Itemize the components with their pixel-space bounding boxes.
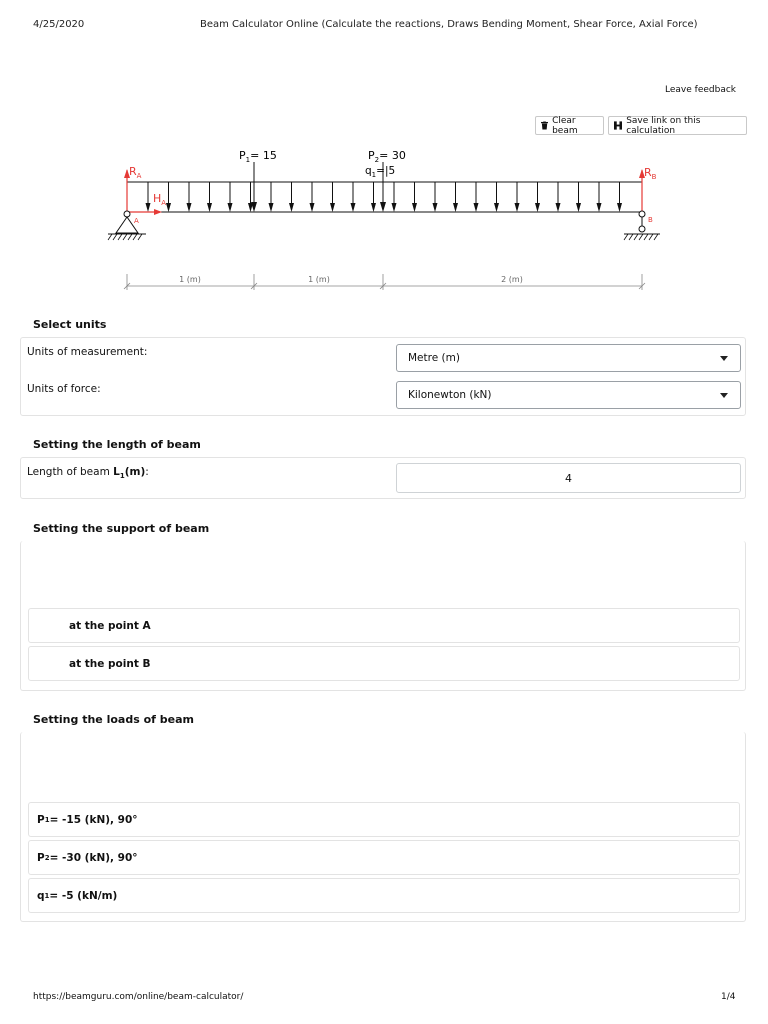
q-load-arrowhead [392, 203, 397, 212]
clear-beam-label: Clear beam [552, 115, 578, 136]
q1-label: $q_1=|5$ [365, 165, 396, 179]
chevron-down-icon [720, 393, 728, 398]
chevron-down-icon [720, 356, 728, 361]
q-load-arrowhead [453, 203, 458, 212]
print-title: Beam Calculator Online (Calculate the reactions, Draws Bending Moment, Shear Force, Axial Force) [200, 19, 698, 30]
units-measurement-label: Units of measurement: [27, 346, 148, 358]
q-load-arrowhead [576, 203, 581, 212]
length-label: Length of beam $L_1(m)$: [27, 466, 149, 481]
support-a-hatch [108, 234, 142, 240]
print-date: 4/25/2020 [33, 19, 85, 30]
hatch-line [629, 234, 633, 240]
q-load-arrowhead [146, 203, 151, 212]
p2-label: $P_2= 30$ [368, 149, 406, 164]
hatch-line [649, 234, 653, 240]
trash-icon [541, 121, 548, 130]
support-item-b[interactable]: at the point B [28, 646, 740, 681]
q-load-arrowhead [166, 203, 171, 212]
load-item-p1[interactable]: P 1 = -15 (kN), 90° [28, 802, 740, 837]
units-force-value: Kilonewton (kN) [408, 389, 492, 401]
hatch-line [654, 234, 658, 240]
support-b-roller-top [639, 211, 645, 217]
length-section-title: Setting the length of beam [33, 438, 201, 451]
print-url: https://beamguru.com/online/beam-calculator/ [33, 992, 244, 1002]
leave-feedback-link[interactable]: Leave feedback [665, 85, 736, 95]
length-input[interactable]: 4 [396, 463, 741, 493]
q-load-arrowhead [207, 203, 212, 212]
load-item-q1[interactable]: q 1 = -5 (kN/m) [28, 878, 740, 913]
dimension-label-2: 1 (m) [308, 275, 330, 284]
units-section-title: Select units [33, 318, 107, 331]
hatch-line [624, 234, 628, 240]
support-item-a[interactable]: at the point A [28, 608, 740, 643]
support-a-pin [124, 211, 130, 217]
hatch-line [639, 234, 643, 240]
support-b-hatch [624, 234, 658, 240]
q-load-arrowhead [330, 203, 335, 212]
units-force-label: Units of force: [27, 383, 101, 395]
q-load-arrowhead [556, 203, 561, 212]
units-force-select[interactable] [396, 381, 741, 409]
rb-label: $R_B$ [644, 166, 657, 181]
q-load-arrowhead [289, 203, 294, 212]
support-section-title: Setting the support of beam [33, 522, 210, 535]
q-load-arrowhead [597, 203, 602, 212]
q-load-arrowhead [433, 203, 438, 212]
p2-arrowhead [380, 202, 386, 212]
clear-beam-button[interactable] [535, 116, 604, 135]
q-load-arrowhead [269, 203, 274, 212]
point-a-label: A [134, 217, 139, 225]
print-page-number: 1/4 [721, 992, 736, 1002]
hatch-line [123, 234, 127, 240]
ra-label: $R_A$ [129, 165, 142, 180]
q-load-arrowhead [617, 203, 622, 212]
q-load-arrowhead [310, 203, 315, 212]
ha-label: $H_A$ [153, 192, 167, 207]
hatch-line [644, 234, 648, 240]
support-b-roller-bottom [639, 226, 645, 232]
p1-label: $P_1= 15$ [239, 149, 277, 164]
save-link-label: Save link on this calculation [626, 115, 701, 136]
hatch-line [113, 234, 117, 240]
dimension-label-1: 1 (m) [179, 275, 201, 284]
hatch-line [108, 234, 112, 240]
q-load-arrowhead [187, 203, 192, 212]
units-measurement-select[interactable] [396, 344, 741, 372]
hatch-line [138, 234, 142, 240]
ha-arrowhead [154, 209, 162, 215]
dimension-label-3: 2 (m) [501, 275, 523, 284]
q-load-arrowhead [412, 203, 417, 212]
loads-section-title: Setting the loads of beam [33, 713, 194, 726]
hatch-line [133, 234, 137, 240]
q-load-arrowhead [228, 203, 233, 212]
q-load-arrowhead [371, 203, 376, 212]
q-load-arrowhead [535, 203, 540, 212]
hatch-line [634, 234, 638, 240]
q-load-arrowhead [474, 203, 479, 212]
dimension-ticks [124, 274, 645, 290]
link-icon [614, 121, 622, 130]
q-load-arrowhead [515, 203, 520, 212]
q-load-arrowhead [351, 203, 356, 212]
q-load-arrowhead [494, 203, 499, 212]
hatch-line [128, 234, 132, 240]
load-item-p2[interactable]: P 2 = -30 (kN), 90° [28, 840, 740, 875]
hatch-line [118, 234, 122, 240]
save-link-button[interactable] [608, 116, 747, 135]
beam-diagram [0, 140, 768, 300]
point-b-label: B [648, 216, 653, 224]
p1-arrowhead [251, 202, 257, 212]
units-measurement-value: Metre (m) [408, 352, 460, 364]
